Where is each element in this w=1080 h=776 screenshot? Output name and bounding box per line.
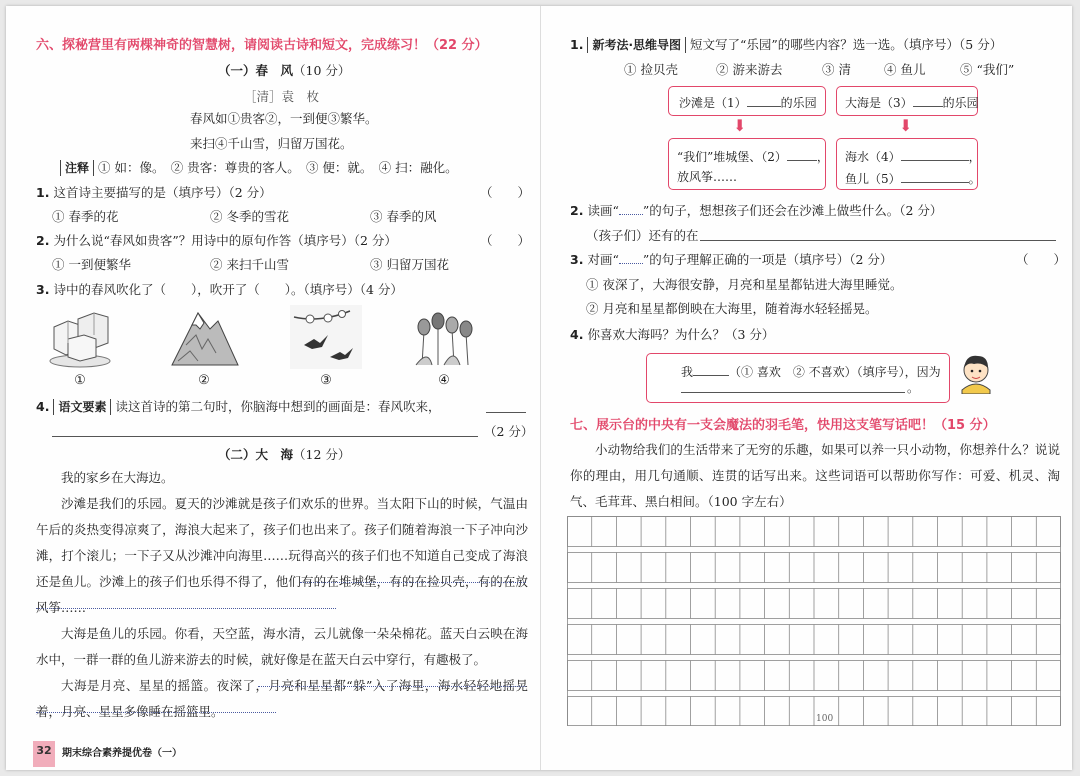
pic-label-2: ② [198,373,210,388]
r-q2-answer-line[interactable] [700,240,1056,241]
pic-label-1: ① [74,373,86,388]
fill-5[interactable] [901,169,969,183]
poem-notes: 注释 ① 如：像。 ② 贵客：尊贵的客人。 ③ 便：就。 ④ 扫：融化。 [60,160,458,176]
r-question-2: 2. 读画“ ”的句子，想想孩子们还会在沙滩上做些什么。（2 分） [570,203,943,218]
q1-option-2: ② 冬季的雪花 [210,209,289,224]
r-answer-paren-q3[interactable]: （ ） [1016,252,1067,267]
q2-option-3: ③ 归留万国花 [370,257,449,272]
question-1: 1. 这首诗主要描写的是（填序号）（2 分） [36,185,272,200]
question-4: 4. 语文要素 读这首诗的第二句时，你脑海中想到的画面是：春风吹来， [36,399,441,414]
r-question-4: 4. 你喜欢大海吗？为什么？（3 分） [570,327,775,342]
arrow-down-icon: ⬇ [899,116,913,135]
q3-pictures [40,305,500,393]
mindmap-box-fish: 海水（4） ， 鱼儿（5） 。 [836,138,978,190]
r-question-3: 3. 对画“ ”的句子理解正确的一项是（填序号）（2 分） [570,252,893,267]
poem-heading: （一）春 风（10 分） [218,63,351,78]
r-q1-option-4: ④ 鱼儿 [884,62,926,77]
underline-night-2 [36,712,276,713]
r-q1-option-3: ③ 清 [822,62,851,77]
footer-title: 期末综合素养提优卷（一） [62,748,182,759]
mindmap-box-beach: 沙滩是（1） 的乐园 [668,86,826,116]
q4-answer-line-1[interactable] [486,412,526,413]
essay-paragraph-4: 大海是月亮、星星的摇篮。夜深了，月亮和星星都“躲”入了海里，海水轻轻地摇晃着，月亮、星星多像睡在摇篮里。 [36,678,528,719]
mindmap-box-sea: 大海是（3） 的乐园 [836,86,978,116]
r-q3-option-2: ② 月亮和星星都倒映在大海里，随着海水轻轻摇晃。 [586,301,878,316]
q1-option-1: ① 春季的花 [52,209,119,224]
ice-cubes-icon[interactable] [44,305,116,369]
q1-option-3: ③ 春季的风 [370,209,437,224]
q4-answer-line-2[interactable] [52,436,478,437]
r-q2-prompt: （孩子们）还有的在 [586,228,699,243]
essay-paragraph-2: 沙滩是我们的乐园。夏天的沙滩就是孩子们欢乐的世界。当太阳下山的时候，气温由午后的炎热变得凉爽了，海浪大起来了，孩子们也出来了。孩子们随着海浪一下子冲向沙滩，打个滚儿；一下子又从沙滩冲向海里……玩得高兴的孩子们也不知道自己变成了海浪还是鱼儿。沙滩上的孩子们也乐得不得了，他们有的在堆城堡，有的在捡贝壳，有的在放风筝…… [36,496,528,615]
r-question-1: 1. 新考法·思维导图 短文写了“乐园”的哪些内容？选一选。（填序号）（5 分） [570,37,1003,52]
underline-beach-2 [36,608,336,609]
mindmap-box-us: “我们”堆城堡、（2） ， 放风筝…… [668,138,826,190]
r-q4-choice-fill[interactable] [693,362,729,376]
fill-1[interactable] [747,93,781,107]
section-seven-title: 七、展示台的中央有一支会魔法的羽毛笔，快用这支笔写话吧！（15 分） [570,418,996,433]
page-number: 32 [33,741,55,767]
poem-author: ［清］袁 枚 [244,89,320,104]
pic-label-3: ③ [320,373,332,388]
arrow-down-icon: ⬇ [733,116,747,135]
r-q4-reason-line[interactable] [681,392,905,393]
r-q3-option-1: ① 夜深了，大海很安静，月亮和星星都钻进大海里睡觉。 [586,277,903,292]
word-count-marker: 100 [816,714,834,724]
snow-mountain-icon[interactable] [168,305,240,369]
underline-beach-1 [300,582,526,583]
fill-2[interactable] [787,147,817,161]
essay-paragraph-1: 我的家乡在大海边。 [61,470,174,485]
r-q1-option-2: ② 游来游去 [716,62,783,77]
question-3: 3. 诗中的春风吹化了（ ），吹开了（ ）。（填序号）（4 分） [36,282,403,297]
answer-paren-q2[interactable]: （ ） [480,233,531,248]
fill-3[interactable] [913,93,943,107]
underline-night-1 [258,686,526,687]
r-q4-answer-box: 我 （① 喜欢 ② 不喜欢）（填序号），因为 。 [646,353,950,403]
poem-line-1: 春风如①贵客②，一到便③繁华。 [190,111,378,126]
pic-label-4: ④ [438,373,450,388]
r-q1-option-5: ⑤ “我们” [960,62,1015,77]
swallows-blossom-icon[interactable] [290,305,362,369]
question-2: 2. 为什么说“春风如贵客”？用诗中的原句作答（填序号）（2 分） [36,233,397,248]
boy-avatar-icon [956,350,996,394]
section-six-title: 六、探秘营里有两棵神奇的智慧树，请阅读古诗和短文，完成练习！（22 分） [36,38,488,53]
essay-heading: （二）大 海（12 分） [218,447,351,462]
r-q1-option-1: ① 捡贝壳 [624,62,678,77]
answer-paren-q1[interactable]: （ ） [480,185,531,200]
fill-4[interactable] [901,147,969,161]
q2-option-1: ① 一到便繁华 [52,257,131,272]
page-fold [540,6,541,770]
flowers-icon[interactable] [408,305,480,369]
section-seven-prompt: 小动物给我们的生活带来了无穷的乐趣，如果可以养一只小动物，你想养什么？说说你的理由，用几句通顺、连贯的话写出来。这些词语可以帮助你写作：可爱、机灵、淘气、毛茸茸、黑白相间。（100 字左右） [570,442,1060,509]
q2-option-2: ② 来扫千山雪 [210,257,289,272]
writing-grid[interactable] [567,516,1061,726]
poem-line-2: 来扫④千山雪，归留万国花。 [190,136,353,151]
q4-score: （2 分） [484,424,534,439]
essay-paragraph-3: 大海是鱼儿的乐园。你看，天空蓝，海水清，云儿就像一朵朵棉花。蓝天白云映在海水中，一群一群的鱼儿游来游去的时候，就好像是在蓝天白云中穿行，有趣极了。 [36,626,528,667]
